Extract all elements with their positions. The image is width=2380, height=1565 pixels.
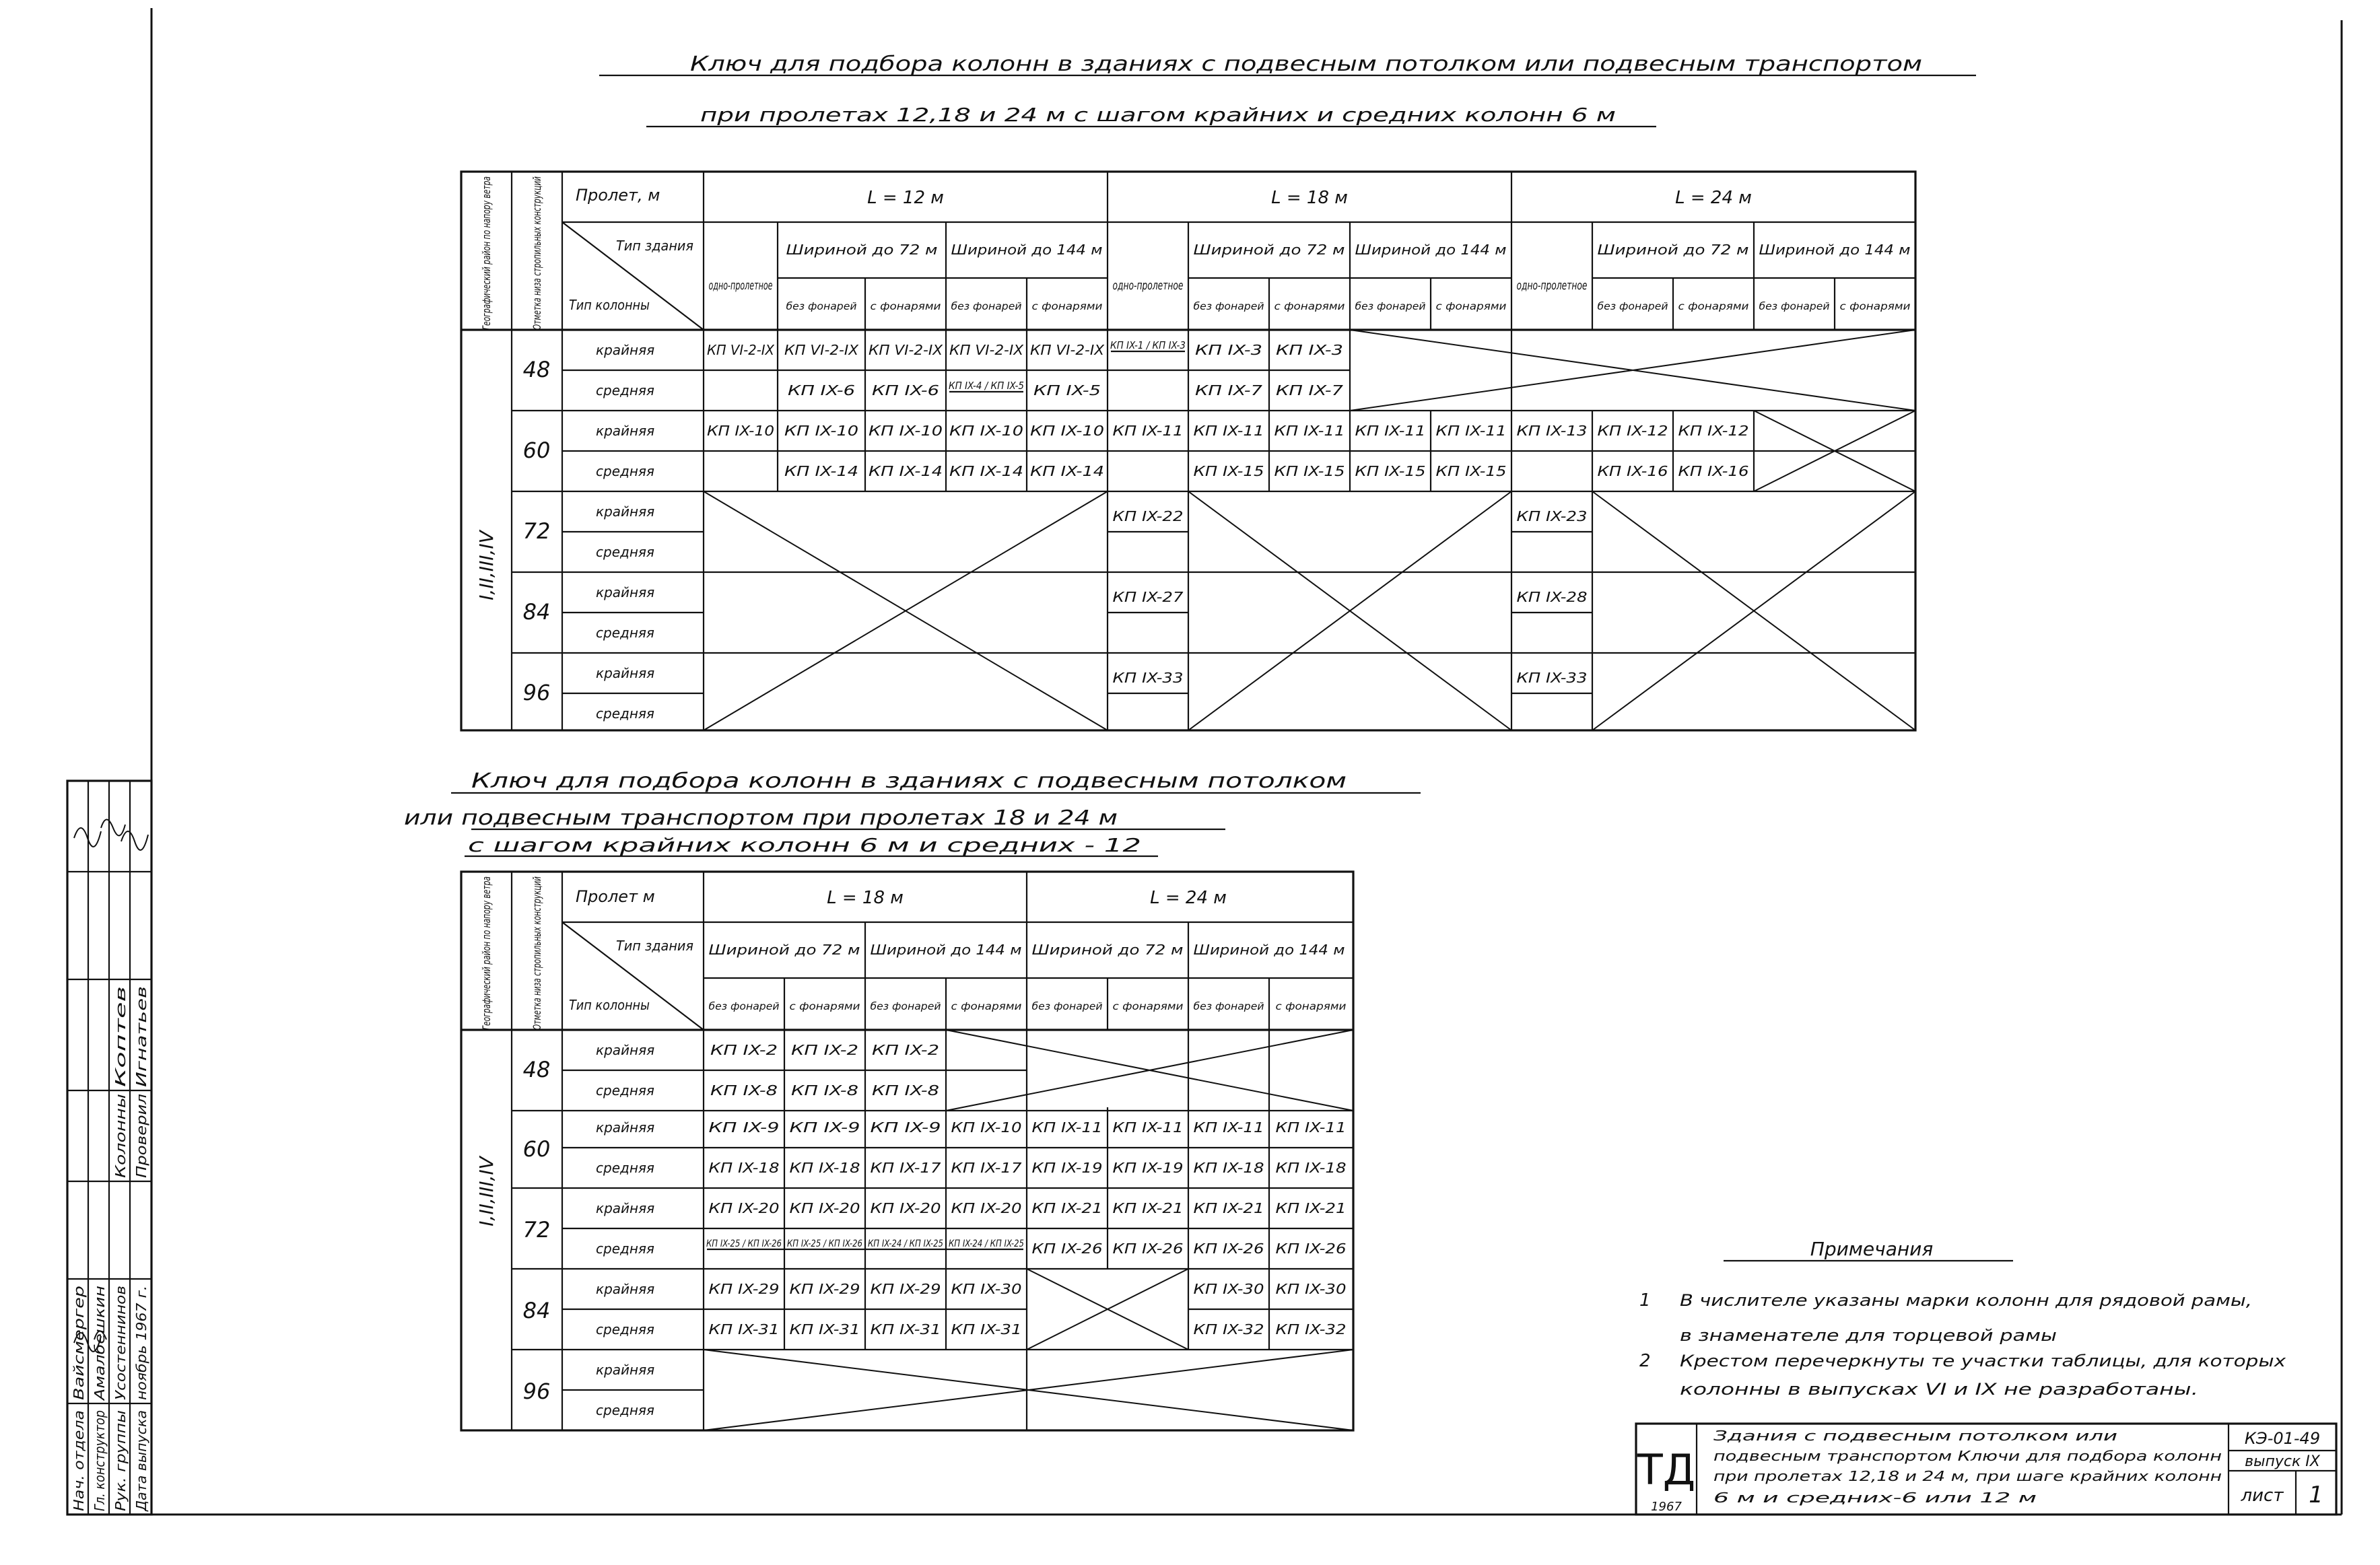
t2-height-60: 60: [522, 1136, 551, 1162]
stamp-title-2: подвесным транспортом Ключи для подбора колонн: [1713, 1448, 2222, 1464]
t2-no-lantern: без фонарей: [708, 1000, 780, 1012]
t2-cell: КП IX-2: [710, 1042, 778, 1058]
t1-cell: КП IX-33: [1112, 670, 1184, 686]
t1-cell: КП IX-11: [1112, 423, 1184, 439]
side-c1-role: Колонны: [112, 1115, 129, 1178]
t2-cell: КП IX-20: [708, 1200, 780, 1216]
t2-cell: КП IX-19: [1112, 1160, 1184, 1176]
t2-cell: КП IX-20: [951, 1200, 1022, 1216]
t2-cell: КП IX-31: [951, 1321, 1022, 1337]
t2-coltype-mid: средняя: [596, 1241, 654, 1257]
t2-with-lantern: с фонарями: [789, 1000, 860, 1012]
stamp-sheet-num: 1: [2309, 1482, 2323, 1508]
t2-coltype-edge: крайняя: [596, 1362, 655, 1378]
t2-cell: КП IX-30: [951, 1281, 1022, 1297]
t2-coltype-edge: крайняя: [596, 1200, 655, 1216]
t2-hdr-column-type: Тип колонны: [569, 997, 650, 1013]
t1-cell: КП IX-13: [1516, 423, 1588, 439]
t1-cell: КП IX-23: [1516, 508, 1588, 524]
t2-cell: КП IX-9: [870, 1119, 941, 1136]
t2-cell: КП IX-31: [708, 1321, 780, 1337]
t2-region-value: I,II,III,IV: [475, 1156, 498, 1226]
side-r1-name: Вайсмергер: [71, 1315, 87, 1400]
t1-coltype-edge: крайняя: [596, 665, 655, 681]
side-c2-name: Игнатьев: [133, 1020, 149, 1087]
t2-with-lantern: с фонарями: [1112, 1000, 1184, 1012]
t2-cell: КП IX-29: [789, 1281, 860, 1297]
t1-cell: КП IX-11: [1435, 423, 1507, 439]
t1-hdr-region: Географический район по напору ветра: [480, 101, 493, 330]
side-r3-name: Усостеннинов: [112, 1301, 129, 1400]
stamp-issue: выпуск IX: [2245, 1453, 2320, 1470]
t2-w144-18: Шириной до 144 м: [870, 942, 1022, 958]
t1-cell: КП IX-27: [1112, 589, 1184, 605]
t2-height-48: 48: [522, 1057, 551, 1082]
t1-cell: КП IX-14: [869, 463, 943, 479]
t2-cell: КП IX-17: [870, 1160, 941, 1176]
t2-span-24: L = 24 м: [1150, 888, 1227, 908]
t1-height-48: 48: [522, 357, 551, 382]
t1-coltype-mid: средняя: [596, 625, 654, 641]
side-stamp: [67, 781, 151, 1515]
t1-cell: КП IX-14: [784, 463, 858, 479]
t1-height-84: 84: [522, 599, 551, 625]
t2-cell: КП IX-10: [951, 1119, 1022, 1136]
t2-coltype-mid: средняя: [596, 1082, 654, 1099]
note2-line2: колонны в выпусках VI и IX не разработаны.: [1680, 1380, 2198, 1399]
t2-cell-frac: КП IX-25 / КП IX-26: [787, 1239, 863, 1249]
t1-w72-12: Шириной до 72 м: [786, 242, 938, 258]
t1-w144-24: Шириной до 144 м: [1759, 242, 1911, 258]
table1-title-line1: Ключ для подбора колонн в зданиях с подвесным потолком или подвесным транспортом: [690, 53, 1922, 76]
side-r1-role: Нач. отдела: [71, 1426, 87, 1511]
t1-cell: КП VI-2-IX: [949, 342, 1025, 358]
t2-cell: КП IX-31: [870, 1321, 941, 1337]
t2-w72-18: Шириной до 72 м: [708, 942, 860, 958]
t1-no-lantern: без фонарей: [1597, 300, 1668, 312]
t1-cell: КП IX-6: [788, 382, 855, 398]
t1-cell: КП IX-22: [1112, 508, 1184, 524]
t2-no-lantern: без фонарей: [870, 1000, 941, 1012]
t1-coltype-edge: крайняя: [596, 342, 655, 358]
signature-mark: [121, 831, 148, 850]
note2-num: 2: [1639, 1351, 1651, 1371]
t2-cell: КП IX-11: [1275, 1119, 1347, 1136]
t2-cell: КП IX-8: [710, 1082, 778, 1099]
t1-with-lantern: с фонарями: [1839, 300, 1911, 312]
t1-cell: КП IX-14: [1030, 463, 1104, 479]
t1-coltype-mid: средняя: [596, 463, 654, 479]
t2-coltype-edge: крайняя: [596, 1042, 655, 1058]
t1-coltype-mid: средняя: [596, 382, 654, 398]
t1-cell: КП IX-12: [1678, 423, 1749, 439]
t1-cell: КП IX-11: [1355, 423, 1426, 439]
t1-cell-frac: КП IX-4 / КП IX-5: [949, 380, 1024, 392]
t2-cell: КП IX-26: [1031, 1241, 1103, 1257]
t1-span-24: L = 24 м: [1675, 188, 1752, 208]
t2-cell: КП IX-18: [708, 1160, 780, 1176]
table2-title-line1: Ключ для подбора колонн в зданиях с подвесным потолком: [471, 769, 1347, 793]
t1-cell: КП IX-7: [1276, 382, 1344, 398]
stamp-title-1: Здания с подвесным потолком или: [1713, 1428, 2117, 1444]
table2-title-line3: с шагом крайних колонн 6 м и средних - 12: [468, 834, 1141, 856]
t2-cell: КП IX-17: [951, 1160, 1022, 1176]
t1-cell: КП VI-2-IX: [1030, 342, 1106, 358]
t1-cell: КП IX-10: [707, 423, 774, 439]
t2-lantern-headers: [709, 1000, 1347, 1012]
t2-col-types: [596, 1042, 654, 1418]
t1-cell: КП IX-15: [1193, 463, 1264, 479]
note1-line1: В числителе указаны марки колонн для рядовой рамы,: [1680, 1291, 2252, 1310]
t2-cell: КП IX-8: [872, 1082, 939, 1099]
t2-height-72: 72: [522, 1217, 551, 1243]
t2-hdr-building-type: Тип здания: [616, 938, 693, 954]
side-r2-role: Гл. конструктор: [92, 1397, 108, 1511]
t2-cell-frac: КП IX-24 / КП IX-25: [868, 1239, 944, 1249]
t1-no-lantern: без фонарей: [786, 300, 857, 312]
t1-cell: КП IX-5: [1033, 382, 1101, 398]
t2-cell: КП IX-9: [708, 1119, 780, 1136]
t2-cell: КП IX-31: [789, 1321, 860, 1337]
t2-cell: КП IX-30: [1275, 1281, 1347, 1297]
t2-cell: КП IX-26: [1112, 1241, 1184, 1257]
t2-w72-24: Шириной до 72 м: [1031, 942, 1184, 958]
t1-cell: КП VI-2-IX: [707, 342, 776, 358]
t2-cell: КП IX-32: [1275, 1321, 1347, 1337]
t2-no-lantern: без фонарей: [1031, 1000, 1103, 1012]
side-r4-role: Дата выпуска: [133, 1413, 149, 1511]
t2-cell: КП IX-30: [1193, 1281, 1264, 1297]
notes-title: Примечания: [1810, 1238, 1934, 1260]
t1-cell: КП IX-3: [1276, 342, 1343, 358]
t1-cell: КП IX-11: [1193, 423, 1264, 439]
t2-hdr-region: Географический район по напору ветра: [480, 801, 493, 1030]
t2-with-lantern: с фонарями: [951, 1000, 1022, 1012]
t2-cell: КП IX-21: [1031, 1200, 1103, 1216]
side-c2-role: Проверил: [133, 1109, 149, 1178]
notes: [1639, 1238, 2286, 1399]
t2-cell: КП IX-29: [708, 1281, 780, 1297]
t1-cell: КП IX-16: [1678, 463, 1749, 479]
t1-coltype-edge: крайняя: [596, 503, 655, 520]
t2-cell: КП IX-21: [1193, 1200, 1264, 1216]
table2-title-line2: или подвесным транспортом при пролетах 18 и 24 м: [404, 806, 1118, 830]
t2-cell: КП IX-11: [1031, 1119, 1103, 1136]
t1-cell: КП IX-10: [869, 423, 943, 439]
t2-cell-frac: КП IX-25 / КП IX-26: [706, 1239, 782, 1249]
t2-cell: КП IX-21: [1275, 1200, 1347, 1216]
stamp-title-4: 6 м и средних-6 или 12 м: [1713, 1490, 2037, 1506]
note1-num: 1: [1639, 1290, 1651, 1311]
t1-cell: КП VI-2-IX: [869, 342, 944, 358]
t2-cell: КП IX-26: [1275, 1241, 1347, 1257]
t1-with-lantern: с фонарями: [1274, 300, 1345, 312]
t1-cell: КП IX-10: [949, 423, 1023, 439]
t1-w144-12: Шириной до 144 м: [951, 242, 1103, 258]
t1-coltype-edge: крайняя: [596, 584, 655, 600]
t1-cell-frac: КП IX-1 / КП IX-3: [1110, 339, 1186, 351]
stamp-code: КЭ-01-49: [2244, 1429, 2321, 1448]
t1-w72-18: Шириной до 72 м: [1193, 242, 1345, 258]
t2-no-lantern: без фонарей: [1193, 1000, 1264, 1012]
t2-cell: КП IX-18: [1275, 1160, 1347, 1176]
t1-cell: КП IX-15: [1355, 463, 1426, 479]
t2-cell: КП IX-2: [872, 1042, 939, 1058]
t1-height-72: 72: [522, 518, 551, 544]
signature-mark: [74, 820, 125, 847]
t1-height-60: 60: [522, 438, 551, 463]
t2-cell: КП IX-8: [791, 1082, 858, 1099]
t1-cell: КП IX-3: [1195, 342, 1262, 358]
t1-height-96: 96: [522, 680, 551, 705]
t1-cell: КП IX-7: [1195, 382, 1263, 398]
t1-coltype-edge: крайняя: [596, 423, 655, 439]
t2-hdr-height: Отметка низа стропильных конструкций: [531, 796, 543, 1030]
t1-single-24: одно-пролетное: [1516, 279, 1588, 293]
t1-cell: КП IX-10: [784, 423, 858, 439]
t1-coltype-mid: средняя: [596, 544, 654, 560]
t2-coltype-edge: крайняя: [596, 1281, 655, 1297]
table1-title-line2: при пролетах 12,18 и 24 м с шагом крайних и средних колонн 6 м: [700, 104, 1616, 126]
stamp-title-3: при пролетах 12,18 и 24 м, при шаге крайних колонн: [1713, 1468, 2222, 1484]
t2-height-84: 84: [522, 1298, 551, 1323]
stamp-sheet-label: лист: [2241, 1486, 2284, 1506]
t1-w144-18: Шириной до 144 м: [1355, 242, 1507, 258]
stamp-year: 1967: [1651, 1500, 1682, 1514]
t1-no-lantern: без фонарей: [1193, 300, 1264, 312]
t1-with-lantern: с фонарями: [870, 300, 941, 312]
t2-cell: КП IX-20: [870, 1200, 941, 1216]
t2-coltype-mid: средняя: [596, 1160, 654, 1176]
note1-line2: в знаменателе для торцевой рамы: [1680, 1326, 2057, 1345]
side-r3-role: Рук. группы: [112, 1426, 129, 1511]
t2-w144-24: Шириной до 144 м: [1193, 942, 1345, 958]
stamp-logo: ТД: [1637, 1445, 1696, 1494]
t1-cell: КП IX-16: [1597, 463, 1668, 479]
side-r2-name: Амалбешкин: [92, 1309, 108, 1400]
t1-hdr-span: Пролет, м: [576, 186, 660, 205]
t2-cell: КП IX-18: [1193, 1160, 1264, 1176]
t2-cell: КП IX-20: [789, 1200, 860, 1216]
t1-hdr-building-type: Тип здания: [616, 238, 693, 254]
t1-no-lantern: без фонарей: [1759, 300, 1830, 312]
t1-no-lantern: без фонарей: [1355, 300, 1426, 312]
t2-cell: КП IX-29: [870, 1281, 941, 1297]
t2-cell: КП IX-19: [1031, 1160, 1103, 1176]
t2-cell: КП IX-11: [1112, 1119, 1184, 1136]
t1-cell: КП IX-15: [1274, 463, 1345, 479]
t1-no-lantern: без фонарей: [951, 300, 1022, 312]
t1-hdr-column-type: Тип колонны: [569, 297, 650, 313]
t1-cell: КП IX-33: [1516, 670, 1588, 686]
t1-cell: КП IX-15: [1435, 463, 1507, 479]
t2-with-lantern: с фонарями: [1275, 1000, 1347, 1012]
t1-single-12: одно-пролетное: [708, 279, 773, 293]
t1-with-lantern: с фонарями: [1678, 300, 1749, 312]
t2-cell: КП IX-18: [789, 1160, 860, 1176]
t2-span-18: L = 18 м: [827, 888, 904, 908]
t1-cell: КП IX-6: [872, 382, 939, 398]
t2-cell: КП IX-21: [1112, 1200, 1184, 1216]
note2-line1: Крестом перечеркнуты те участки таблицы, для которых: [1680, 1352, 2286, 1370]
t2-cell: КП IX-11: [1193, 1119, 1264, 1136]
t1-cell: КП IX-14: [949, 463, 1023, 479]
title-stamp: [1636, 1424, 2336, 1515]
t1-cell: КП VI-2-IX: [784, 342, 860, 358]
t2-coltype-edge: крайняя: [596, 1119, 655, 1136]
t2-cell: КП IX-26: [1193, 1241, 1264, 1257]
t1-cell: КП IX-11: [1274, 423, 1345, 439]
t2-cell: КП IX-32: [1193, 1321, 1264, 1337]
t1-span-18: L = 18 м: [1271, 188, 1348, 208]
side-c1-name: Коптев: [112, 1036, 129, 1087]
t2-coltype-mid: средняя: [596, 1402, 654, 1418]
t1-cell: КП IX-12: [1597, 423, 1668, 439]
t1-lantern-headers: [786, 300, 1911, 312]
t2-cell: КП IX-9: [789, 1119, 860, 1136]
t1-coltype-mid: средняя: [596, 705, 654, 722]
t1-single-18: одно-пролетное: [1112, 279, 1184, 293]
t1-hdr-height: Отметка низа стропильных конструкций: [531, 96, 543, 330]
t2-hdr-span: Пролет м: [576, 887, 655, 906]
t2-cell-frac: КП IX-24 / КП IX-25: [949, 1239, 1025, 1249]
t2-coltype-mid: средняя: [596, 1321, 654, 1337]
t1-w72-24: Шириной до 72 м: [1597, 242, 1749, 258]
t2-height-96: 96: [522, 1379, 551, 1404]
t1-span-12: L = 12 м: [867, 188, 944, 208]
t2-cell: КП IX-2: [791, 1042, 858, 1058]
t1-cell: КП IX-10: [1030, 423, 1104, 439]
t1-with-lantern: с фонарями: [1031, 300, 1103, 312]
t1-cell: КП IX-28: [1516, 589, 1588, 605]
side-r4-name: ноябрь 1967 г.: [133, 1296, 149, 1400]
t1-with-lantern: с фонарями: [1435, 300, 1507, 312]
t1-region-value: I,II,III,IV: [475, 530, 498, 600]
